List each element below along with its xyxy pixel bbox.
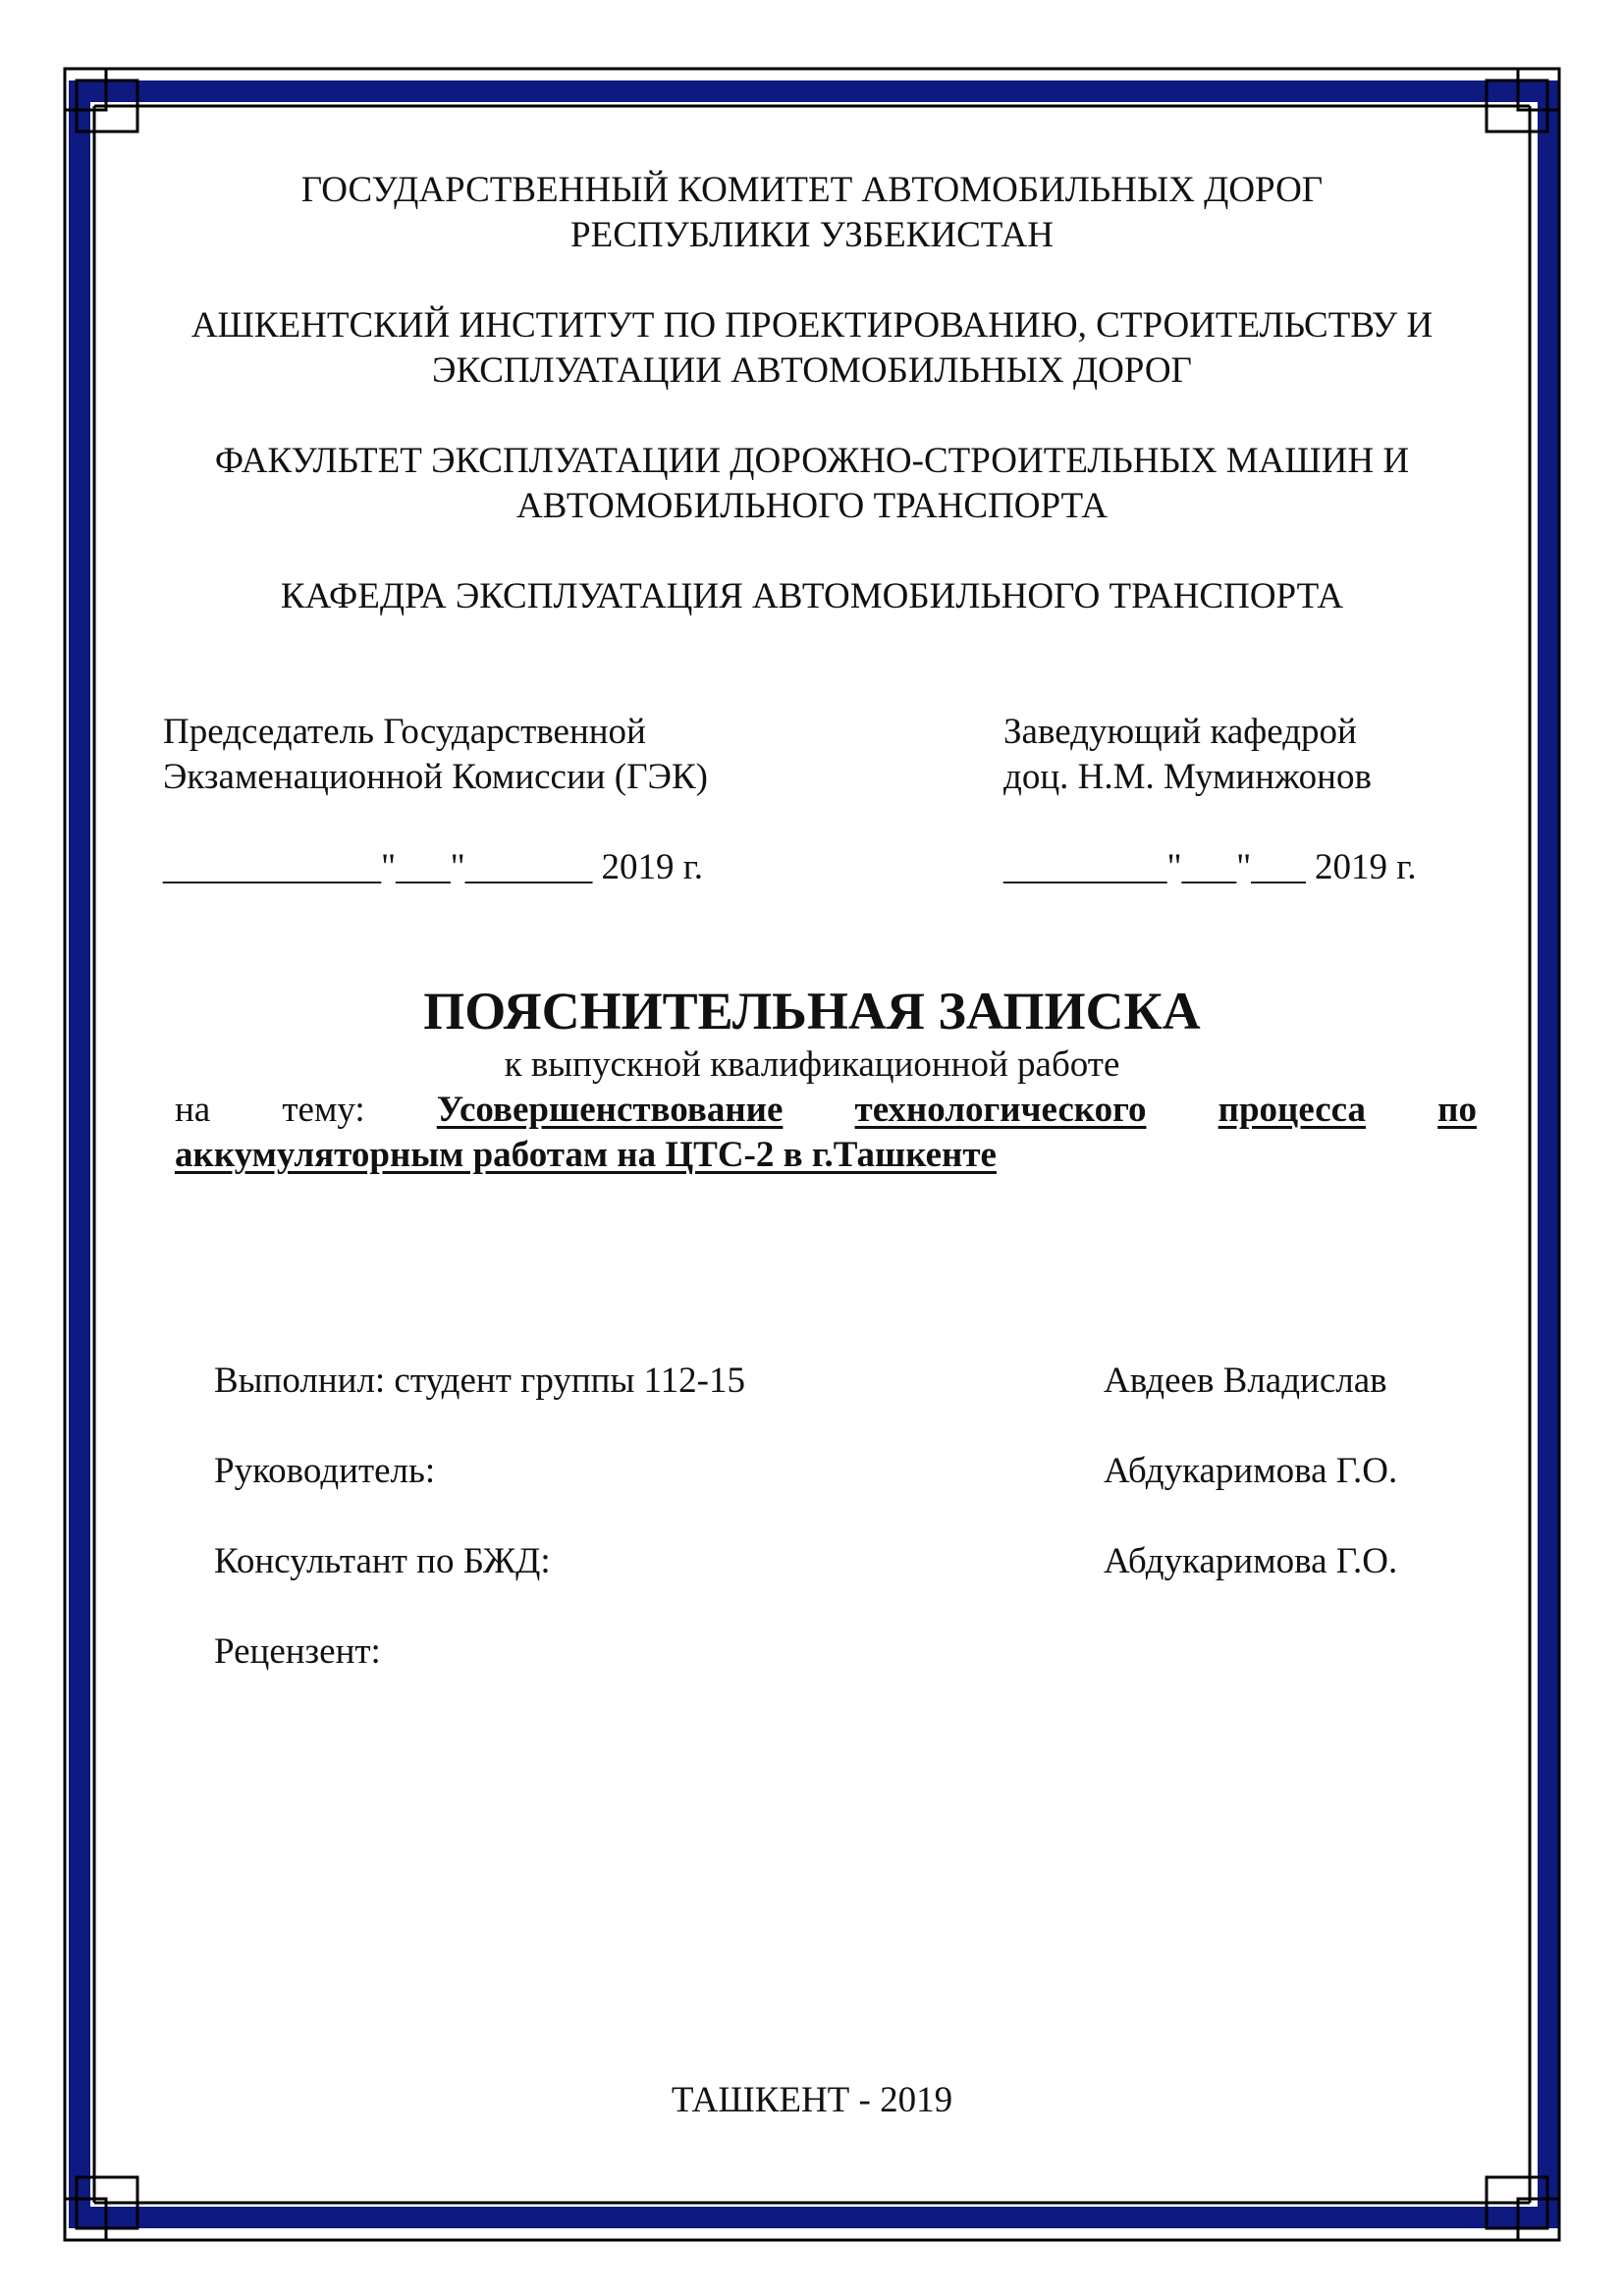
topic-block: [175, 1088, 1477, 1178]
approval-right-line-1: Заведующий кафедрой: [1003, 712, 1357, 752]
topic-prefix-temu: тему:: [282, 1090, 365, 1130]
faculty-line-1: ФАКУЛЬТЕТ ЭКСПЛУАТАЦИИ ДОРОЖНО-СТРОИТЕЛЬНЫХ МАШИН И: [214, 441, 1410, 481]
topic-prefix-na: на: [175, 1090, 211, 1130]
role-consultant: Консультант по БЖД:: [214, 1541, 551, 1581]
approval-left-line-2: Экзаменационной Комиссии (ГЭК): [163, 757, 708, 797]
role-supervisor: Руководитель:: [214, 1451, 436, 1491]
topic-word-4: по: [1437, 1090, 1477, 1130]
role-reviewer: Рецензент:: [214, 1631, 381, 1672]
approval-left-date: ____________"___"_______ 2019 г.: [163, 847, 703, 887]
name-author: Авдеев Владислав: [1104, 1361, 1387, 1401]
document-title: ПОЯСНИТЕЛЬНАЯ ЗАПИСКА: [423, 982, 1201, 1041]
name-supervisor: Абдукаримова Г.О.: [1104, 1451, 1398, 1491]
department-name: КАФЕДРА ЭКСПЛУАТАЦИЯ АВТОМОБИЛЬНОГО ТРАНСПОРТА: [280, 576, 1344, 616]
topic-word-1: Усовершенствование: [436, 1090, 784, 1130]
topic-line-2: аккумуляторным работам на ЦТС-2 в г.Ташкенте: [175, 1135, 997, 1175]
topic-row-1: [175, 1088, 1477, 1133]
city-year: ТАШКЕНТ - 2019: [671, 2080, 953, 2120]
institute-line-1: АШКЕНТСКИЙ ИНСТИТУТ ПО ПРОЕКТИРОВАНИЮ, СТРОИТЕЛЬСТВУ И: [190, 305, 1434, 346]
topic-word-3: процесса: [1218, 1090, 1367, 1130]
name-consultant: Абдукаримова Г.О.: [1104, 1541, 1398, 1581]
approval-left-line-1: Председатель Государственной: [163, 712, 646, 752]
approval-right-line-2: доц. Н.М. Муминжонов: [1003, 757, 1372, 797]
approval-right-date: _________"___"___ 2019 г.: [1003, 847, 1417, 887]
committee-line-1: ГОСУДАРСТВЕННЫЙ КОМИТЕТ АВТОМОБИЛЬНЫХ ДОРОГ: [300, 170, 1324, 210]
document-subtitle: к выпускной квалификационной работе: [504, 1044, 1120, 1085]
committee-line-2: РЕСПУБЛИКИ УЗБЕКИСТАН: [570, 215, 1054, 255]
topic-word-2: технологического: [854, 1090, 1147, 1130]
faculty-line-2: АВТОМОБИЛЬНОГО ТРАНСПОРТА: [515, 486, 1109, 526]
role-author: Выполнил: студент группы 112-15: [214, 1361, 745, 1401]
topic-row-2: [175, 1133, 1477, 1178]
institute-line-2: ЭКСПЛУАТАЦИИ АВТОМОБИЛЬНЫХ ДОРОГ: [432, 350, 1192, 391]
